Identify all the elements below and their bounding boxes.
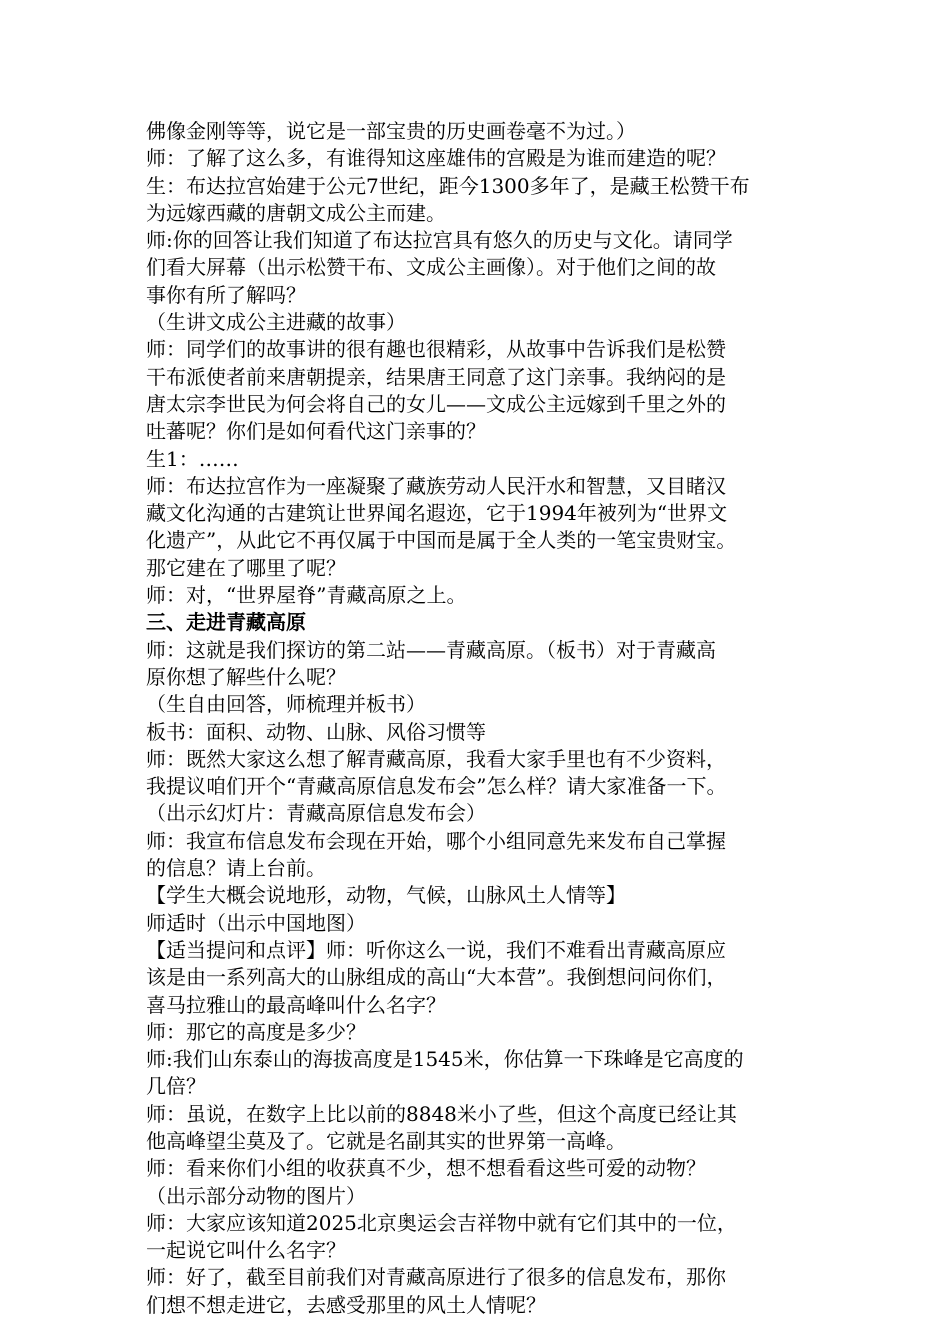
text-line: 们想不想走进它，去感受那里的风土人情呢？ xyxy=(146,1292,546,1317)
text-line: 们看大屏幕（出示松赞干布、文成公主画像）。对于他们之间的故 xyxy=(146,255,716,280)
text-line: 师：虽说，在数字上比以前的8848米小了些，但这个高度已经让其 xyxy=(146,1101,737,1126)
text-line: 板书：面积、动物、山脉、风俗习惯等 xyxy=(146,719,486,744)
text-line: 那它建在了哪里了呢？ xyxy=(146,555,346,580)
text-line: （生自由回答，师梳理并板书） xyxy=(146,692,426,717)
text-line: 【适当提问和点评】师：听你这么一说，我们不难看出青藏高原应 xyxy=(146,937,726,962)
text-line: 师：了解了这么多，有谁得知这座雄伟的宫殿是为谁而建造的呢？ xyxy=(146,146,726,171)
text-line: 师：既然大家这么想了解青藏高原，我看大家手里也有不少资料， xyxy=(146,746,726,771)
text-line: 生1：…… xyxy=(146,446,239,471)
text-line: 干布派使者前来唐朝提亲，结果唐王同意了这门亲事。我纳闷的是 xyxy=(146,364,726,389)
text-line: 师适时（出示中国地图） xyxy=(146,910,366,935)
text-line: 一起说它叫什么名字？ xyxy=(146,1238,346,1263)
text-line: 师：看来你们小组的收获真不少，想不想看看这些可爱的动物？ xyxy=(146,1156,706,1181)
text-line: 师：好了，截至目前我们对青藏高原进行了很多的信息发布，那你 xyxy=(146,1265,726,1290)
document-page xyxy=(146,118,846,1319)
text-line: 喜马拉雅山的最高峰叫什么名字？ xyxy=(146,992,446,1017)
text-line: 藏文化沟通的古建筑让世界闻名遐迩，它于1994年被列为“世界文 xyxy=(146,501,728,526)
text-line: 原你想了解些什么呢？ xyxy=(146,664,346,689)
text-line: 吐蕃呢？你们是如何看代这门亲事的？ xyxy=(146,419,486,444)
text-line: 他高峰望尘莫及了。它就是名副其实的世界第一高峰。 xyxy=(146,1128,626,1153)
text-line: （出示幻灯片：青藏高原信息发布会） xyxy=(146,801,486,826)
text-line: 师：这就是我们探访的第二站——青藏高原。（板书）对于青藏高 xyxy=(146,637,716,662)
text-line: 几倍？ xyxy=(146,1074,206,1099)
text-line: 佛像金刚等等，说它是一部宝贵的历史画卷毫不为过。） xyxy=(146,119,636,143)
text-line: 化遗产”，从此它不再仅属于中国而是属于全人类的一笔宝贵财宝。 xyxy=(146,528,737,553)
text-line: 生：布达拉宫始建于公元7世纪，距今1300多年了，是藏王松赞干布 xyxy=(146,173,750,198)
text-line: 师：大家应该知道2025北京奥运会吉祥物中就有它们其中的一位， xyxy=(146,1210,737,1235)
text-line: 为远嫁西藏的唐朝文成公主而建。 xyxy=(146,200,446,225)
text-line: （出示部分动物的图片） xyxy=(146,1183,366,1208)
text-line: 我提议咱们开个“青藏高原信息发布会”怎么样？请大家准备一下。 xyxy=(146,774,727,799)
text-line: 师:我们山东泰山的海拔高度是1545米，你估算一下珠峰是它高度的 xyxy=(146,1047,744,1072)
text-line: 师：布达拉宫作为一座凝聚了藏族劳动人民汗水和智慧，又目睹汉 xyxy=(146,473,726,498)
text-line: 该是由一系列高大的山脉组成的高山“大本营”。我倒想问问你们， xyxy=(146,965,727,990)
text-line: 师：我宣布信息发布会现在开始，哪个小组同意先来发布自己掌握 xyxy=(146,828,726,853)
text-line: 师:你的回答让我们知道了布达拉宫具有悠久的历史与文化。请同学 xyxy=(146,228,733,253)
text-line: 师：那它的高度是多少？ xyxy=(146,1019,366,1044)
text-line: 师：对，“世界屋脊”青藏高原之上。 xyxy=(146,583,467,608)
text-line: （生讲文成公主进藏的故事） xyxy=(146,310,406,335)
text-line: 师：同学们的故事讲的很有趣也很精彩，从故事中告诉我们是松赞 xyxy=(146,337,726,362)
text-line: 的信息？请上台前。 xyxy=(146,856,326,881)
section-heading: 三、走进青藏高原 xyxy=(146,610,306,635)
text-line: 唐太宗李世民为何会将自己的女儿——文成公主远嫁到千里之外的 xyxy=(146,391,726,416)
text-line: 【学生大概会说地形，动物，气候，山脉风土人情等】 xyxy=(146,883,626,908)
text-line: 事你有所了解吗？ xyxy=(146,282,306,307)
